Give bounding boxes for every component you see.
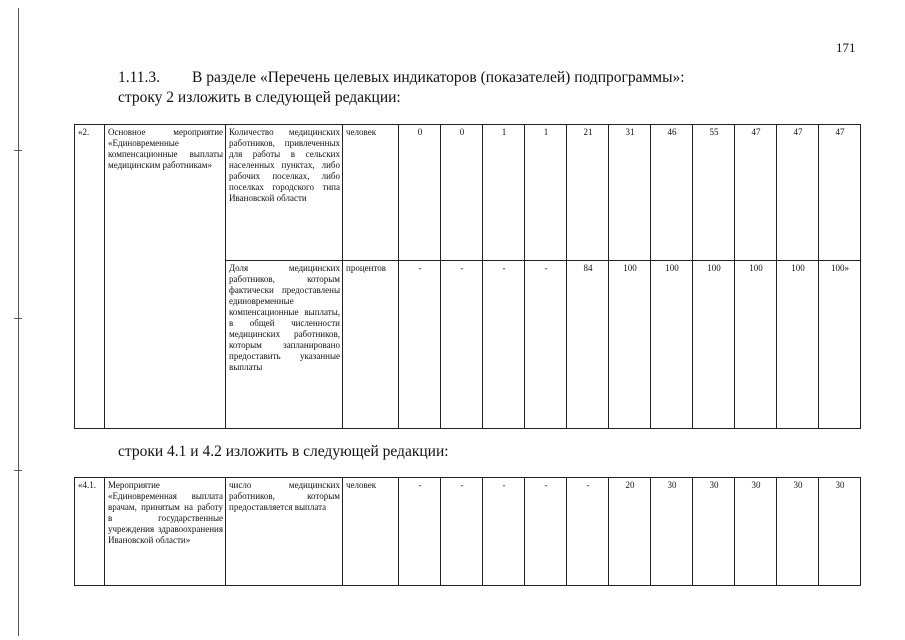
value-cell: - xyxy=(483,478,525,586)
unit-cell: человек xyxy=(343,478,399,586)
value-cell: 21 xyxy=(567,125,609,261)
value-cell: 100 xyxy=(777,261,819,429)
value-cell: - xyxy=(525,478,567,586)
value-cell: 0 xyxy=(441,125,483,261)
value-cell: 20 xyxy=(609,478,651,586)
value-cell: 47 xyxy=(819,125,861,261)
section-number: 1.11.3. xyxy=(118,69,161,86)
page-number: 171 xyxy=(836,40,856,55)
margin-tick xyxy=(14,470,22,471)
value-cell: 100 xyxy=(735,261,777,429)
intro-paragraph xyxy=(118,68,685,108)
value-cell: 30 xyxy=(651,478,693,586)
value-cell: 47 xyxy=(777,125,819,261)
value-cell: - xyxy=(399,261,441,429)
value-cell: 100 xyxy=(651,261,693,429)
indicator-cell: Количество медицинских работников, привлеченных для работы в сельских населенных пунктах, либо рабочих поселках, либо поселках городского типа Ивановской области xyxy=(226,125,343,261)
value-cell: 100 xyxy=(693,261,735,429)
value-cell: - xyxy=(483,261,525,429)
middle-instruction: строки 4.1 и 4.2 изложить в следующей редакции: xyxy=(118,443,449,460)
value-cell: 30 xyxy=(693,478,735,586)
value-cell: 31 xyxy=(609,125,651,261)
value-cell: 1 xyxy=(483,125,525,261)
indicators-table-row-2 xyxy=(74,124,861,429)
indicator-cell: Доля медицинских работников, которым фактически предоставлены единовременные компенсационные выплаты, в общей численности медицинских работников, которым запланировано предоставить указанные выплаты xyxy=(226,261,343,429)
value-cell: 47 xyxy=(735,125,777,261)
left-margin-line xyxy=(18,8,19,636)
value-cell: 0 xyxy=(399,125,441,261)
value-cell: 30 xyxy=(777,478,819,586)
value-cell: 30 xyxy=(819,478,861,586)
value-cell: 1 xyxy=(525,125,567,261)
value-cell: 46 xyxy=(651,125,693,261)
indicators-table-row-4-1 xyxy=(74,477,861,586)
margin-tick xyxy=(14,150,22,151)
row-number-cell: «4.1. xyxy=(75,478,105,586)
value-cell: - xyxy=(567,478,609,586)
activity-name-cell: Мероприятие «Единовременная выплата врачам, принятым на работу в государственные учреждения здравоохранения Ивановской области» xyxy=(105,478,226,586)
intro-line-1: В разделе «Перечень целевых индикаторов (показателей) подпрограммы»: xyxy=(192,69,685,86)
value-cell: - xyxy=(441,261,483,429)
unit-cell: человек xyxy=(343,125,399,261)
row-number-cell: «2. xyxy=(75,125,105,429)
table-row xyxy=(75,125,861,261)
value-cell: 100» xyxy=(819,261,861,429)
activity-name-cell: Основное мероприятие «Единовременные компенсационные выплаты медицинским работникам» xyxy=(105,125,226,429)
unit-cell: процентов xyxy=(343,261,399,429)
value-cell: - xyxy=(399,478,441,586)
indicator-cell: число медицинских работников, которым предоставляется выплата xyxy=(226,478,343,586)
table-row xyxy=(75,478,861,586)
value-cell: 30 xyxy=(735,478,777,586)
value-cell: 55 xyxy=(693,125,735,261)
margin-tick xyxy=(14,318,22,319)
value-cell: 84 xyxy=(567,261,609,429)
value-cell: - xyxy=(525,261,567,429)
value-cell: 100 xyxy=(609,261,651,429)
intro-line-2: строку 2 изложить в следующей редакции: xyxy=(118,89,401,106)
value-cell: - xyxy=(441,478,483,586)
